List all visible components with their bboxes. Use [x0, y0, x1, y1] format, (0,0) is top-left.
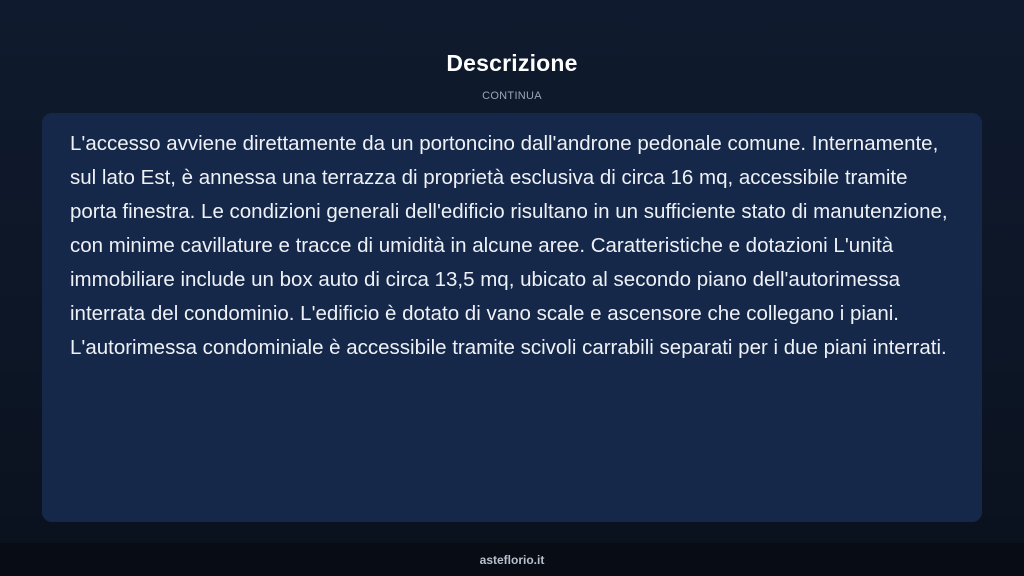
footer-site-link[interactable]: asteflorio.it: [479, 553, 545, 567]
footer-bar: [0, 543, 1024, 576]
description-card: [42, 113, 982, 522]
continue-label: CONTINUA: [482, 90, 542, 102]
description-text: L'accesso avviene direttamente da un portoncino dall'androne pedonale comune. Internamente, sul lato Est, è annessa una terrazza di proprietà esclusiva di circa 16 mq, accessibile tramite porta finestra. Le condizioni generali dell'edificio risultano in un sufficiente stato di manutenzione, con minime cavillature e tracce di umidità in alcune aree. Caratteristiche e dotazioni L'unità immobiliare include un box auto di circa 13,5 mq, ubicato al secondo piano dell'autorimessa interrata del condominio. L'edificio è dotato di vano scale e ascensore che collegano i piani. L'autorimessa condominiale è accessibile tramite scivoli carrabili separati per i due piani interrati.: [70, 132, 948, 359]
page-title: Descrizione: [446, 50, 578, 76]
